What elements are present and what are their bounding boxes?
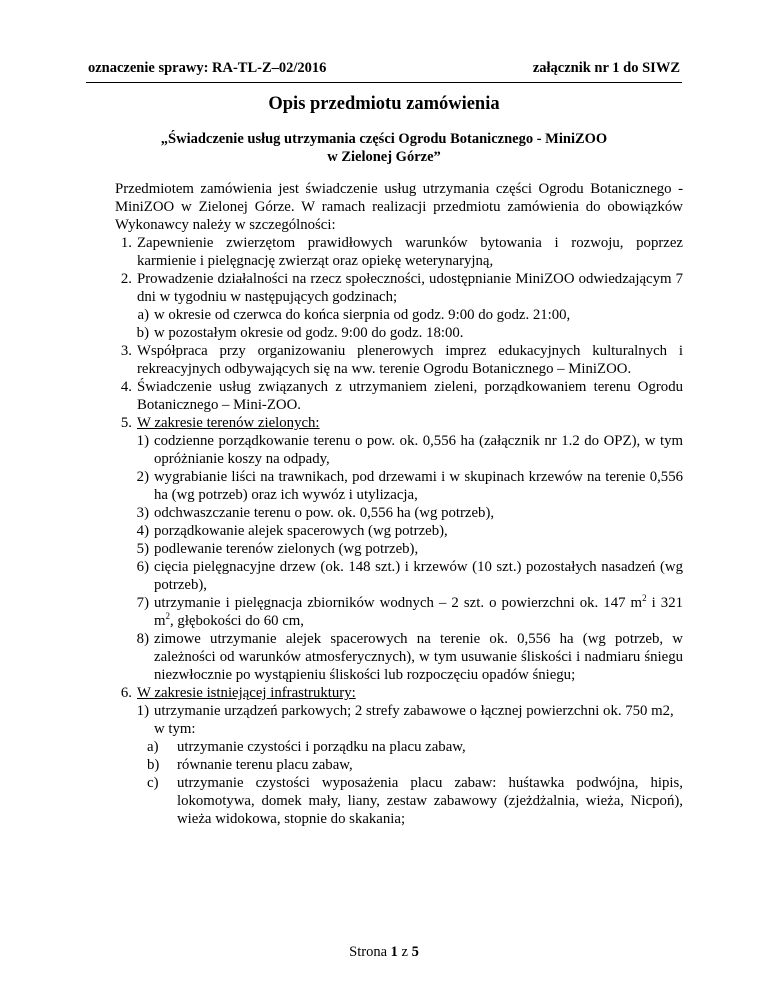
- list-text: wygrabianie liści na trawnikach, pod drzewami i w skupinach krzewów na terenie 0,556 ha (wg potrzeb) oraz ich wywóz i utylizacja,: [154, 469, 683, 503]
- sub-list-item: [115, 702, 683, 720]
- list-text: podlewanie terenów zielonych (wg potrzeb),: [154, 541, 419, 557]
- list-text: [154, 595, 683, 629]
- sub-list-item: [115, 504, 683, 522]
- document-body: [115, 180, 683, 828]
- sub-list-item: [115, 306, 683, 324]
- list-text: codzienne porządkowanie terenu o pow. ok. 0,556 ha (załącznik nr 1.2 do OPZ), w tym opróżnianie koszy na odpady,: [154, 433, 683, 467]
- list-number: c): [147, 775, 159, 791]
- page-header: [86, 58, 682, 83]
- list-text: w pozostałym okresie od godz. 9:00 do godz. 18:00.: [154, 325, 464, 341]
- case-reference: oznaczenie sprawy: RA-TL-Z–02/2016: [88, 60, 327, 76]
- list-text: w tym:: [154, 721, 196, 737]
- list-text: utrzymanie czystości wyposażenia placu zabaw: huśtawka podwójna, hipis, lokomotywa, domek mały, liany, zestaw zabawowy (zjeżdżalnia, wieża, Nicpoń), wieża widokowa, stopnie do skakania;: [177, 775, 683, 827]
- sub-list-item: [115, 324, 683, 342]
- list-number: 7): [136, 595, 149, 611]
- list-item: [115, 270, 683, 306]
- list-number: 4): [136, 523, 149, 539]
- list-item: [115, 234, 683, 270]
- subtitle-line-1: „Świadczenie usług utrzymania części Ogrodu Botanicznego - MiniZOO: [160, 131, 608, 147]
- list-text: w okresie od czerwca do końca sierpnia od godz. 9:00 do godz. 21:00,: [154, 307, 571, 323]
- subtitle-line-2: w Zielonej Górze”: [327, 149, 441, 165]
- list-number: b): [147, 757, 160, 773]
- list-text: równanie terenu placu zabaw,: [177, 757, 353, 773]
- page-label: Strona: [349, 944, 388, 960]
- section-heading-green-areas: W zakresie terenów zielonych:: [137, 415, 320, 431]
- list-number: 6.: [120, 685, 132, 701]
- list-item: [115, 684, 683, 702]
- sub-list-item: [115, 540, 683, 558]
- page-total: 5: [411, 944, 419, 960]
- list-number: 4.: [120, 379, 132, 395]
- sub-list-item: [115, 468, 683, 504]
- list-text: cięcia pielęgnacyjne drzew (ok. 148 szt.) i krzewów (10 szt.) pozostałych nasadzeń (wg potrzeb),: [154, 559, 683, 593]
- sub-list-item: [115, 594, 683, 630]
- list-item: [115, 378, 683, 414]
- list-number: 2.: [120, 271, 132, 287]
- list-number: 5): [136, 541, 149, 557]
- list-text: Świadczenie usług związanych z utrzymaniem zieleni, porządkowaniem terenu Ogrodu Botanicznego – Mini-ZOO.: [137, 379, 683, 413]
- list-number: 5.: [120, 415, 132, 431]
- list-text: Prowadzenie działalności na rzecz społeczności, udostępnianie MiniZOO odwiedzającym 7 dni w tygodniu w następujących godzinach;: [137, 271, 683, 305]
- list-number: 1): [136, 433, 149, 449]
- list-number: 1.: [120, 235, 132, 251]
- superscript: 2: [642, 593, 647, 603]
- sub-sub-list-item: [115, 756, 683, 774]
- list-number: 6): [136, 559, 149, 575]
- section-heading-infrastructure: W zakresie istniejącej infrastruktury:: [137, 685, 356, 701]
- list-text-part: , głębokości do 60 cm,: [170, 613, 304, 629]
- page-footer: [0, 944, 768, 961]
- list-text-part: i 321 m: [154, 595, 683, 629]
- sub-list-item: [115, 558, 683, 594]
- list-text: odchwaszczanie terenu o pow. ok. 0,556 ha (wg potrzeb),: [154, 505, 495, 521]
- sub-list-item: [115, 630, 683, 684]
- list-number: 1): [136, 703, 149, 719]
- intro-paragraph: Przedmiotem zamówienia jest świadczenie usług utrzymania części Ogrodu Botanicznego - MiniZOO w Zielonej Górze. W ramach realizacji przedmiotu zamówienia do obowiązków Wykonawcy należy w szczególności:: [115, 181, 683, 233]
- list-number: 3): [136, 505, 149, 521]
- list-text: Zapewnienie zwierzętom prawidłowych warunków bytowania i rozwoju, poprzez karmienie i pielęgnację zwierząt oraz opiekę weterynaryjną,: [137, 235, 683, 269]
- sub-list-continuation: [115, 720, 683, 738]
- list-number: 8): [136, 631, 149, 647]
- list-number: 3.: [120, 343, 132, 359]
- list-text: porządkowanie alejek spacerowych (wg potrzeb),: [154, 523, 448, 539]
- list-item: [115, 342, 683, 378]
- list-item: [115, 414, 683, 432]
- document-subtitle: [0, 130, 768, 166]
- list-text-part: utrzymanie i pielęgnacja zbiorników wodnych – 2 szt. o powierzchni ok. 147 m: [154, 595, 643, 611]
- list-number: a): [147, 739, 159, 755]
- list-text: Współpraca przy organizowaniu plenerowych imprez edukacyjnych kulturalnych i rekreacyjnych odbywających się na ww. terenie Ogrodu Botanicznego – MiniZOO.: [137, 343, 683, 377]
- sub-sub-list-item: [115, 774, 683, 828]
- list-text: zimowe utrzymanie alejek spacerowych na terenie ok. 0,556 ha (wg potrzeb, w zależności od warunków atmosferycznych), w tym usuwanie śliskości i nadmiaru śniegu niezwłocznie po wystąpieniu śliskości lub rozpoczęciu opadów śniegu;: [154, 631, 683, 683]
- page-number: 1: [390, 944, 398, 960]
- list-text: utrzymanie czystości i porządku na placu zabaw,: [177, 739, 466, 755]
- list-text: utrzymanie urządzeń parkowych; 2 strefy zabawowe o łącznej powierzchni ok. 750 m2,: [154, 703, 674, 719]
- sub-list-item: [115, 432, 683, 468]
- sub-sub-list-item: [115, 738, 683, 756]
- list-number: 2): [136, 469, 149, 485]
- superscript: 2: [165, 611, 171, 621]
- page-separator: z: [401, 944, 408, 960]
- list-number: a): [137, 307, 149, 323]
- attachment-label: załącznik nr 1 do SIWZ: [532, 60, 680, 76]
- sub-list-item: [115, 522, 683, 540]
- list-number: b): [136, 325, 149, 341]
- document-title: Opis przedmiotu zamówienia: [268, 94, 500, 114]
